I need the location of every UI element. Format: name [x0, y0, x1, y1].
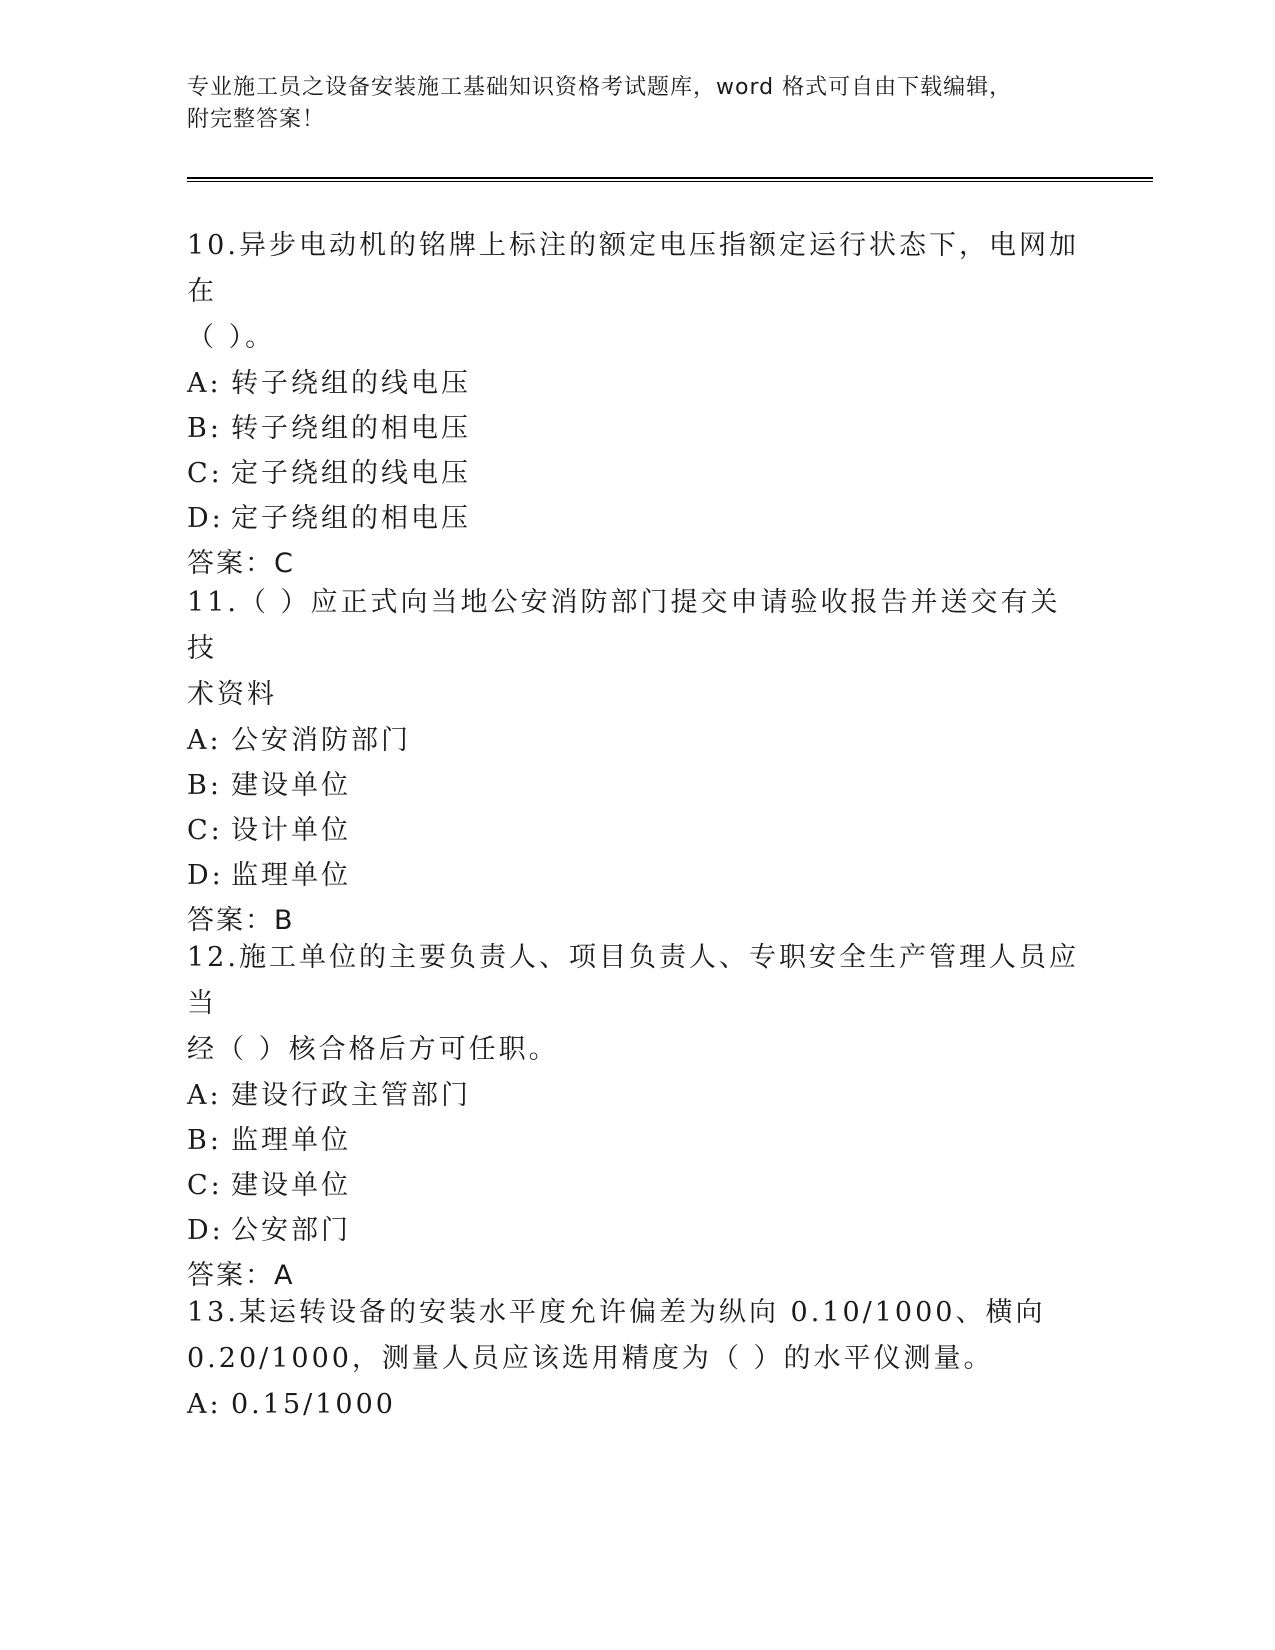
- option-d: [187, 853, 1087, 898]
- option-d: [187, 496, 1087, 541]
- option-letter: D:: [187, 860, 224, 891]
- option-letter: D:: [187, 503, 224, 534]
- answer: 答案：B: [187, 905, 295, 936]
- option-letter: C:: [187, 1170, 223, 1201]
- option-text: 监理单位: [231, 1125, 351, 1156]
- option-text: 公安消防部门: [231, 725, 411, 756]
- option-text: 定子绕组的相电压: [231, 503, 471, 534]
- question-12: [187, 935, 1087, 1299]
- option-a: [187, 1073, 1087, 1118]
- question-stem-line-1: 12.施工单位的主要负责人、项目负责人、专职安全生产管理人员应当: [187, 942, 1079, 1019]
- option-b: [187, 406, 1087, 451]
- option-letter: A:: [187, 1389, 222, 1420]
- option-text: 监理单位: [231, 860, 351, 891]
- header-divider: [187, 177, 1153, 182]
- option-text: 建设单位: [231, 1170, 351, 1201]
- question-stem-line-2: 经（ ）核合格后方可任职。: [187, 1034, 559, 1065]
- header-line-1: 专业施工员之设备安装施工基础知识资格考试题库，word 格式可自由下载编辑，: [187, 75, 1013, 100]
- answer: 答案：A: [187, 1260, 295, 1291]
- option-c: [187, 808, 1087, 853]
- question-stem-line-1: 13.某运转设备的安装水平度允许偏差为纵向 0.10/1000、横向: [187, 1297, 1046, 1328]
- question-stem-line-2: （ ）。: [187, 322, 276, 353]
- option-c: [187, 451, 1087, 496]
- option-a: [187, 361, 1087, 406]
- option-text: 转子绕组的线电压: [231, 368, 471, 399]
- option-letter: D:: [187, 1215, 224, 1246]
- option-d: [187, 1208, 1087, 1253]
- header-line-2: 附完整答案！: [187, 107, 326, 132]
- option-b: [187, 1118, 1087, 1163]
- option-b: [187, 763, 1087, 808]
- question-11: [187, 580, 1087, 944]
- option-letter: A:: [187, 725, 222, 756]
- option-letter: B:: [187, 413, 222, 444]
- option-letter: A:: [187, 1080, 222, 1111]
- question-stem-line-2: 术资料: [187, 679, 277, 710]
- option-letter: B:: [187, 1125, 222, 1156]
- option-letter: C:: [187, 815, 223, 846]
- option-text: 转子绕组的相电压: [231, 413, 471, 444]
- option-letter: B:: [187, 770, 222, 801]
- option-text: 建设单位: [231, 770, 351, 801]
- question-stem-line-1: 10.异步电动机的铭牌上标注的额定电压指额定运行状态下，电网加在: [187, 230, 1079, 307]
- question-stem-line-2: 0.20/1000，测量人员应该选用精度为（ ）的水平仪测量。: [187, 1343, 994, 1374]
- option-a: [187, 1382, 1087, 1427]
- option-letter: A:: [187, 368, 222, 399]
- option-text: 0.15/1000: [231, 1389, 396, 1420]
- option-a: [187, 718, 1087, 763]
- option-text: 建设行政主管部门: [231, 1080, 471, 1111]
- option-text: 设计单位: [231, 815, 351, 846]
- question-13: [187, 1290, 1087, 1427]
- question-10: [187, 223, 1087, 587]
- document-header: [187, 72, 1067, 136]
- option-text: 公安部门: [231, 1215, 351, 1246]
- option-text: 定子绕组的线电压: [231, 458, 471, 489]
- option-letter: C:: [187, 458, 223, 489]
- answer: 答案：C: [187, 548, 295, 579]
- question-stem-line-1: 11.（ ）应正式向当地公安消防部门提交申请验收报告并送交有关技: [187, 587, 1061, 664]
- option-c: [187, 1163, 1087, 1208]
